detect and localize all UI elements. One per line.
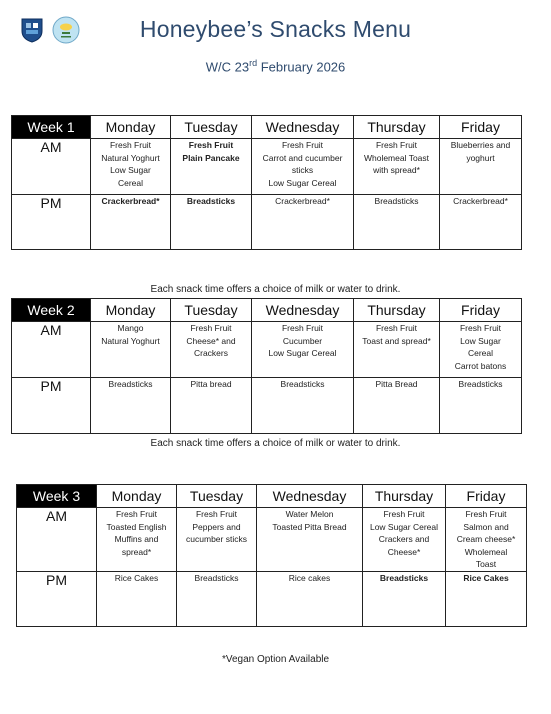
- pm-snack-cell: Breadsticks: [440, 378, 522, 434]
- am-label: AM: [17, 508, 97, 572]
- week-label: Week 1: [12, 116, 91, 139]
- pm-label: PM: [17, 571, 97, 626]
- drink-note: Each snack time offers a choice of milk or water to drink.: [150, 438, 401, 449]
- day-header: Thursday: [363, 485, 446, 508]
- week-label: Week 3: [17, 485, 97, 508]
- week-1-table: [11, 115, 522, 250]
- day-header: Friday: [446, 485, 527, 508]
- am-snack-cell: Fresh Fruit Cheese* and Crackers: [171, 322, 252, 378]
- am-snack-cell: Blueberries and yoghurt: [440, 139, 522, 195]
- day-header: Thursday: [354, 299, 440, 322]
- day-header: Friday: [440, 299, 522, 322]
- am-label: AM: [12, 139, 91, 195]
- day-header: Wednesday: [257, 485, 363, 508]
- day-header: Tuesday: [177, 485, 257, 508]
- week-commencing-date: W/C 23rd February 2026: [205, 58, 346, 75]
- am-snack-cell: Mango Natural Yoghurt: [91, 322, 171, 378]
- day-header: Wednesday: [252, 299, 354, 322]
- pm-snack-cell: Rice cakes: [257, 571, 363, 626]
- am-label: AM: [12, 322, 91, 378]
- pm-snack-cell: Breadsticks: [363, 571, 446, 626]
- am-snack-cell: Fresh Fruit Carrot and cucumber sticks Low Sugar Cereal: [252, 139, 354, 195]
- vegan-option-note: *Vegan Option Available: [221, 654, 330, 665]
- pm-label: PM: [12, 195, 91, 250]
- pm-snack-cell: Breadsticks: [252, 378, 354, 434]
- day-header: Monday: [91, 116, 171, 139]
- pm-snack-cell: Rice Cakes: [97, 571, 177, 626]
- pm-snack-cell: Crackerbread*: [252, 195, 354, 250]
- day-header: Friday: [440, 116, 522, 139]
- am-snack-cell: Fresh Fruit Toasted English Muffins and spread*: [97, 508, 177, 572]
- pm-snack-cell: Pitta Bread: [354, 378, 440, 434]
- am-snack-cell: Water Melon Toasted Pitta Bread: [257, 508, 363, 572]
- week-label: Week 2: [12, 299, 91, 322]
- am-snack-cell: Fresh Fruit Salmon and Cream cheese* Wholemeal Toast: [446, 508, 527, 572]
- day-header: Wednesday: [252, 116, 354, 139]
- week-3-table: [16, 484, 527, 627]
- pm-snack-cell: Breadsticks: [171, 195, 252, 250]
- page-title: Honeybee’s Snacks Menu: [139, 16, 412, 42]
- day-header: Tuesday: [171, 299, 252, 322]
- pm-snack-cell: Breadsticks: [354, 195, 440, 250]
- pm-snack-cell: Rice Cakes: [446, 571, 527, 626]
- pm-snack-cell: Crackerbread*: [440, 195, 522, 250]
- pm-snack-cell: Breadsticks: [177, 571, 257, 626]
- pm-snack-cell: Breadsticks: [91, 378, 171, 434]
- am-snack-cell: Fresh Fruit Toast and spread*: [354, 322, 440, 378]
- am-snack-cell: Fresh Fruit Low Sugar Cereal Crackers and Cheese*: [363, 508, 446, 572]
- am-snack-cell: Fresh Fruit Plain Pancake: [171, 139, 252, 195]
- day-header: Monday: [97, 485, 177, 508]
- am-snack-cell: Fresh Fruit Low Sugar Cereal Carrot batons: [440, 322, 522, 378]
- am-snack-cell: Fresh Fruit Cucumber Low Sugar Cereal: [252, 322, 354, 378]
- pm-label: PM: [12, 378, 91, 434]
- am-snack-cell: Fresh Fruit Wholemeal Toast with spread*: [354, 139, 440, 195]
- pm-snack-cell: Pitta bread: [171, 378, 252, 434]
- day-header: Thursday: [354, 116, 440, 139]
- am-snack-cell: Fresh Fruit Natural Yoghurt Low Sugar Cereal: [91, 139, 171, 195]
- pm-snack-cell: Crackerbread*: [91, 195, 171, 250]
- week-2-table: [11, 298, 522, 434]
- drink-note: Each snack time offers a choice of milk or water to drink.: [150, 284, 401, 295]
- day-header: Tuesday: [171, 116, 252, 139]
- day-header: Monday: [91, 299, 171, 322]
- am-snack-cell: Fresh Fruit Peppers and cucumber sticks: [177, 508, 257, 572]
